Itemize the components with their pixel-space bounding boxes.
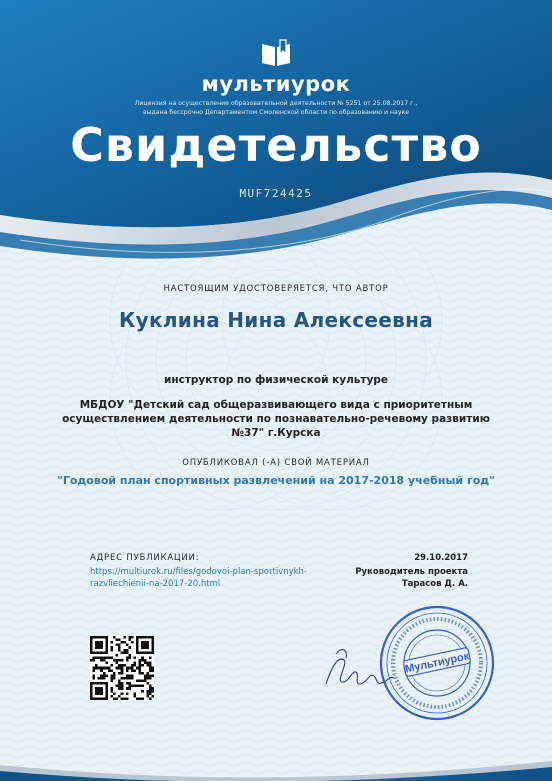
footer-wave	[0, 661, 552, 781]
address-label: АДРЕС ПУБЛИКАЦИИ:	[90, 553, 200, 563]
book-icon	[258, 38, 294, 68]
published-text: ОПУБЛИКОВАЛ (-А) СВОЙ МАТЕРИАЛ	[182, 458, 370, 468]
stamp-text: Мультиурок	[404, 650, 471, 676]
license-line-2: выдана бессрочно Департаментом Смоленской области по образованию и науке	[142, 109, 410, 116]
license-text	[0, 99, 552, 117]
certificate-title: Свидетельство	[70, 118, 482, 172]
organization: МБДОУ "Детский сад общеразвивающего вида с приоритетным осуществлением деятельности по познавательно-речевому развитию №37" г.Курска	[62, 399, 490, 439]
certify-text: НАСТОЯЩИМ УДОСТОВЕРЯЕТСЯ, ЧТО АВТОР	[163, 284, 389, 294]
signer-role: Руководитель проекта	[355, 567, 468, 577]
brand-logo	[0, 38, 552, 96]
author-name: Куклина Нина Алексеевна	[118, 308, 434, 332]
address-link[interactable]: https://multiurok.ru/files/godovoi-plan-sportivnykh-razvliechienii-na-2017-20.html	[90, 567, 308, 589]
author-position: инструктор по физической культуре	[163, 374, 388, 386]
signer-name: Тарасов Д. А.	[401, 579, 468, 589]
brand-name: мультиурок	[201, 72, 351, 96]
certificate-code: MUF724425	[239, 187, 313, 200]
material-title: "Годовой план спортивных развлечений на 2017-2018 учебный год"	[57, 474, 495, 487]
issue-date: 29.10.2017	[414, 553, 468, 563]
license-line-1: Лицензия на осуществление образовательной деятельности № 5251 от 25.08.2017 г.,	[134, 100, 418, 107]
